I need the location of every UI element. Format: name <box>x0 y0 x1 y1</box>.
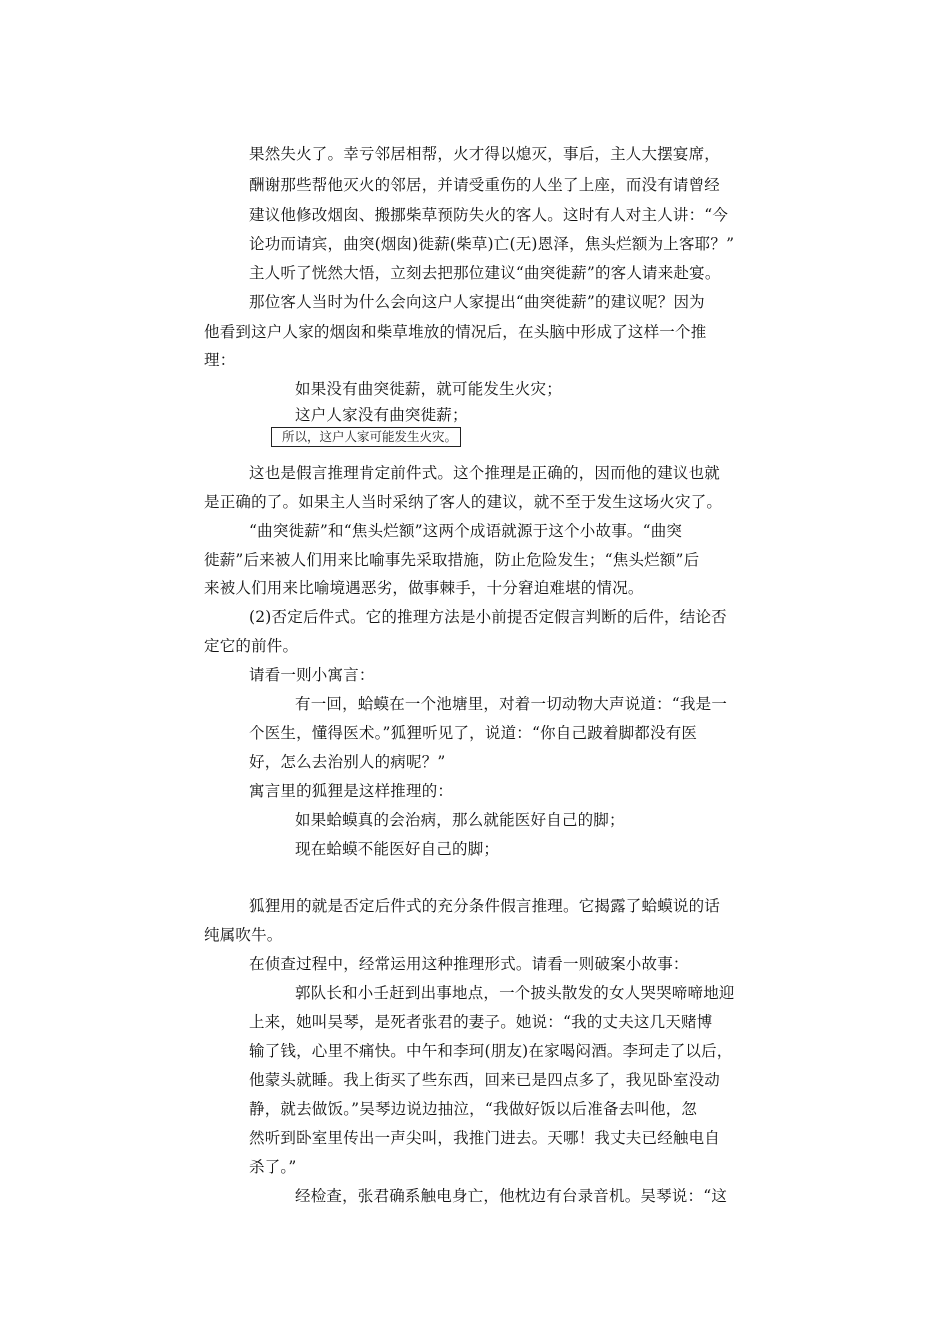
text-line: 主人听了恍然大悟，立刻去把那位建议“曲突徙薪”的客人请来赴宴。 <box>249 264 721 282</box>
premise-line: 现在蛤蟆不能医好自己的脚； <box>295 840 500 858</box>
text-line: 静，就去做饭。”吴琴边说边抽泣，“我做好饭以后准备去叫他，忽 <box>249 1100 698 1118</box>
text-line: 果然失火了。幸亏邻居相帮，火才得以熄灭，事后，主人大摆宴席， <box>249 145 721 163</box>
text-line: 个医生，懂得医术。”狐狸听见了，说道：“你自己跛着脚都没有医 <box>249 724 698 742</box>
text-line: (2)否定后件式。它的推理方法是小前提否定假言判断的后件，结论否 <box>249 608 727 626</box>
text-line: 纯属吹牛。 <box>204 926 283 944</box>
text-line: 定它的前件。 <box>204 637 299 655</box>
text-line: 经检查，张君确系触电身亡，他枕边有台录音机。吴琴说：“这 <box>295 1187 728 1205</box>
text-line: “曲突徙薪”和“焦头烂额”这两个成语就源于这个小故事。“曲突 <box>249 522 683 540</box>
text-line: 是正确的了。如果主人当时采纳了客人的建议，就不至于发生这场火灾了。 <box>204 493 723 511</box>
text-line: 理： <box>204 351 236 369</box>
text-line: 论功而请宾，曲突(烟囱)徙薪(柴草)亡(无)恩泽，焦头烂额为上客耶？” <box>249 235 735 253</box>
premise-line: 如果没有曲突徙薪，就可能发生火灾； <box>295 380 562 398</box>
text-line: 然听到卧室里传出一声尖叫，我推门进去。天哪！我丈夫已经触电自 <box>249 1129 721 1147</box>
text-line: 上来，她叫吴琴，是死者张君的妻子。她说：“我的丈夫这几天赌博 <box>249 1013 713 1031</box>
text-line: 他看到这户人家的烟囱和柴草堆放的情况后，在头脑中形成了这样一个推 <box>204 323 707 341</box>
text-line: 酬谢那些帮他灭火的邻居，并请受重伤的人坐了上座，而没有请曾经 <box>249 176 721 194</box>
text-line: 来被人们用来比喻境遇恶劣，做事棘手，十分窘迫难堪的情况。 <box>204 579 644 597</box>
text-line: 建议他修改烟囱、搬挪柴草预防失火的客人。这时有人对主人讲：“今 <box>249 206 729 224</box>
text-line: 有一回，蛤蟆在一个池塘里，对着一切动物大声说道：“我是一 <box>295 695 728 713</box>
text-line: 这也是假言推理肯定前件式。这个推理是正确的，因而他的建议也就 <box>249 464 721 482</box>
conclusion-text: 所以，这户人家可能发生火灾。 <box>282 429 458 444</box>
text-line: 寓言里的狐狸是这样推理的： <box>249 782 454 800</box>
text-line: 徙薪”后来被人们用来比喻事先采取措施，防止危险发生；“焦头烂额”后 <box>204 551 700 569</box>
text-line: 好，怎么去治别人的病呢？” <box>249 753 446 771</box>
text-line: 他蒙头就睡。我上街买了些东西，回来已是四点多了，我见卧室没动 <box>249 1071 721 1089</box>
text-line: 在侦查过程中，经常运用这种推理形式。请看一则破案小故事： <box>249 955 689 973</box>
text-line: 杀了。” <box>249 1158 297 1176</box>
text-line: 那位客人当时为什么会向这户人家提出“曲突徙薪”的建议呢？因为 <box>249 293 705 311</box>
premise-line: 这户人家没有曲突徙薪； <box>295 406 468 424</box>
text-line: 郭队长和小壬赶到出事地点，一个披头散发的女人哭哭啼啼地迎 <box>295 984 735 1002</box>
text-line: 输了钱，心里不痛快。中午和李珂(朋友)在家喝闷酒。李珂走了以后， <box>249 1042 733 1060</box>
text-line: 请看一则小寓言： <box>249 666 375 684</box>
premise-line: 如果蛤蟆真的会治病，那么就能医好自己的脚； <box>295 811 625 829</box>
text-line: 狐狸用的就是否定后件式的充分条件假言推理。它揭露了蛤蟆说的话 <box>249 897 721 915</box>
